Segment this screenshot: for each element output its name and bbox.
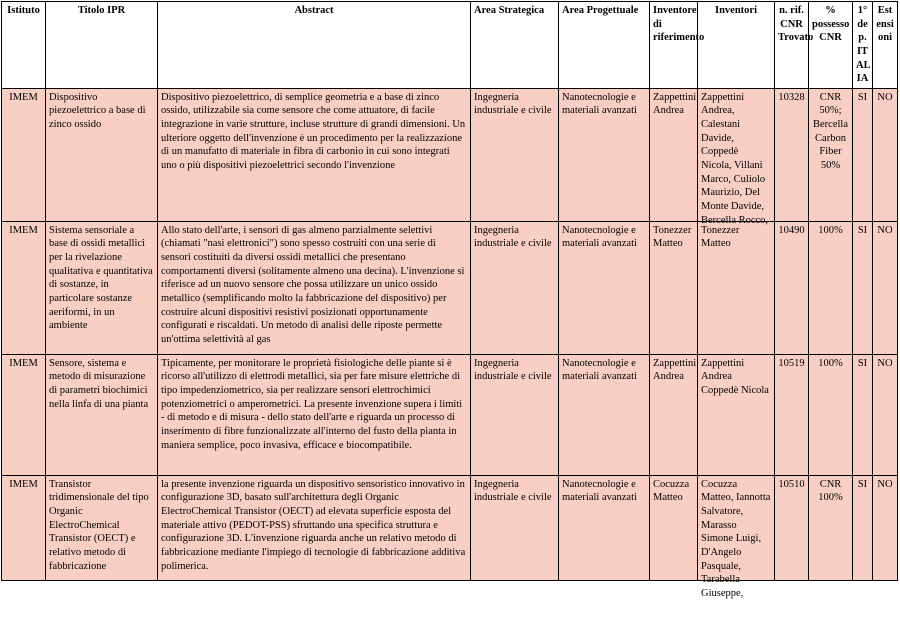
cell-area-progettuale: Nanotecnologie e materiali avanzati [559, 88, 650, 221]
cell-n-rif: 10328 [775, 88, 809, 221]
header-area-progettuale: Area Progettuale [559, 2, 650, 89]
cell-titolo: Transistor tridimensionale del tipo Organic ElectroChemical Transistor (OECT) e relativo metodo di fabbricazione [46, 475, 158, 580]
cell-inventore-riferimento: Cocuzza Matteo [650, 475, 698, 580]
cell-primo-italia: SI [853, 475, 873, 580]
header-area-strategica: Area Strategica [471, 2, 559, 89]
cell-n-rif: 10519 [775, 354, 809, 475]
cell-inventore-riferimento: Zappettini Andrea [650, 88, 698, 221]
cell-abstract: Allo stato dell'arte, i sensori di gas almeno parzialmente selettivi (chiamati "nasi elettronici") sono spesso costruiti con una serie di sensori costituiti da diversi ossidi metallici che presentano comportamenti diversi (solitamente almeno una decina). L'invenzione si riferisce ad un nuovo sensore che possa utilizzare un unico ossido metallico (semplificando molto la fabbricazione del dispositivo) per costruire alcuni dispositivi resistivi posizionati opportunamente configurati e riscaldati. Un metodo di analisi delle riposte permette un'ottima selettività al gas [158, 221, 471, 354]
table-row [2, 88, 898, 221]
cell-inventori [698, 88, 775, 226]
table-row [2, 354, 898, 475]
header-istituto: Istituto [2, 2, 46, 89]
header-n-rif: n. rif. CNR Trovato [775, 2, 809, 89]
cell-area-strategica: Ingegneria industriale e civile [471, 88, 559, 221]
cell-possesso: 100% [809, 354, 853, 475]
cell-titolo: Dispositivo piezoelettrico a base di zinco ossido [46, 88, 158, 221]
header-abstract: Abstract [158, 2, 471, 89]
header-possesso: % possesso CNR [809, 2, 853, 89]
cell-area-progettuale: Nanotecnologie e materiali avanzati [559, 475, 650, 580]
header-estensioni: Est ensi oni [873, 2, 898, 89]
cell-area-progettuale: Nanotecnologie e materiali avanzati [559, 354, 650, 475]
cell-istituto: IMEM [2, 88, 46, 221]
cell-possesso: CNR 100% [809, 475, 853, 580]
cell-area-progettuale: Nanotecnologie e materiali avanzati [559, 221, 650, 354]
inventori-text: Tonezzer Matteo [701, 224, 740, 250]
cell-possesso: CNR 50%; Bercella Carbon Fiber 50% [809, 88, 853, 221]
cell-inventore-riferimento: Zappettini Andrea [650, 354, 698, 475]
cell-titolo: Sistema sensoriale a base di ossidi metallici per la rivelazione qualitativa e quantitativa di sostanze, in particolare sostanze aeriformi, in un ambiente [46, 221, 158, 354]
header-titolo: Titolo IPR [46, 2, 158, 89]
cell-inventori [698, 354, 775, 475]
inventori-text: Zappettini Andrea Coppedè Nicola [701, 357, 769, 397]
cell-abstract: Tipicamente, per monitorare le proprietà fisiologiche delle piante si è ricorso all'utilizzo di elettrodi metallici, sia per fare misure elettriche di tipo impedenziometrico, sia per realizzare sensori elettrochimici potenziometrici o amperometrici. La presente invenzione supera i limiti - di metodo e di misura - dello stato dell'arte e riguarda un processo di inserimento di fibre funzionalizzate all'interno del fusto della pianta in maniera semplice, poco invasiva, efficace e biocompatibile. [158, 354, 471, 475]
table-row [2, 475, 898, 580]
cell-inventori [698, 221, 775, 354]
header-inventore-riferimento: Inventore di riferimento [650, 2, 698, 89]
cell-estensioni: NO [873, 221, 898, 354]
header-inventori: Inventori [698, 2, 775, 89]
cell-n-rif: 10510 [775, 475, 809, 580]
header-primo-italia: 1° de p. IT AL IA [853, 2, 873, 89]
cell-istituto: IMEM [2, 354, 46, 475]
cell-possesso: 100% [809, 221, 853, 354]
cell-area-strategica: Ingegneria industriale e civile [471, 354, 559, 475]
cell-area-strategica: Ingegneria industriale e civile [471, 221, 559, 354]
cell-inventore-riferimento: Tonezzer Matteo [650, 221, 698, 354]
cell-estensioni: NO [873, 354, 898, 475]
cell-abstract: la presente invenzione riguarda un dispositivo sensoristico innovativo in configurazione 3D, basato sull'architettura degli Organic ElectroChemical Transistor (OECT) ad elevata superficie esposta del materiale attivo (PEDOT-PSS) sfruttando una specifica struttura e configurazione 3D. L'invenzione riguarda anche un relativo metodo di fabbricazione mediante l'impiego di tecnologie di fabbricazione additiva polimerica. [158, 475, 471, 580]
cell-istituto: IMEM [2, 475, 46, 580]
cell-inventori [698, 475, 775, 599]
inventori-text: Cocuzza Matteo, Iannotta Salvatore, Marasso Simone Luigi, D'Angelo Pasquale, Tarabella Giuseppe, [701, 478, 771, 599]
table-row [2, 221, 898, 354]
inventori-text: Zappettini Andrea, Calestani Davide, Coppedè Nicola, Villani Marco, Culiolo Maurizio, Del Monte Davide, Bercella Rocco, [701, 91, 769, 226]
cell-primo-italia: SI [853, 354, 873, 475]
header-row [2, 2, 898, 89]
cell-estensioni: NO [873, 88, 898, 221]
cell-abstract: Dispositivo piezoelettrico, di semplice geometria e a base di zinco ossido, utilizzabile sia come sensore che come attuatore, di facile integrazione in varie strutture, incluse strutture di grandi dimensioni. Un ulteriore oggetto dell'invenzione è un procedimento per la realizzazione di un manufatto di materiale in fibra di carbonio in cui sono integrati uno o più dispositivi piezoelettrici secondo l'invenzione [158, 88, 471, 221]
cell-istituto: IMEM [2, 221, 46, 354]
cell-titolo: Sensore, sistema e metodo di misurazione di parametri biochimici nella linfa di una pianta [46, 354, 158, 475]
ipr-table [1, 1, 898, 599]
cell-estensioni: NO [873, 475, 898, 580]
cell-n-rif: 10490 [775, 221, 809, 354]
cell-primo-italia: SI [853, 88, 873, 221]
cell-primo-italia: SI [853, 221, 873, 354]
cell-area-strategica: Ingegneria industriale e civile [471, 475, 559, 580]
